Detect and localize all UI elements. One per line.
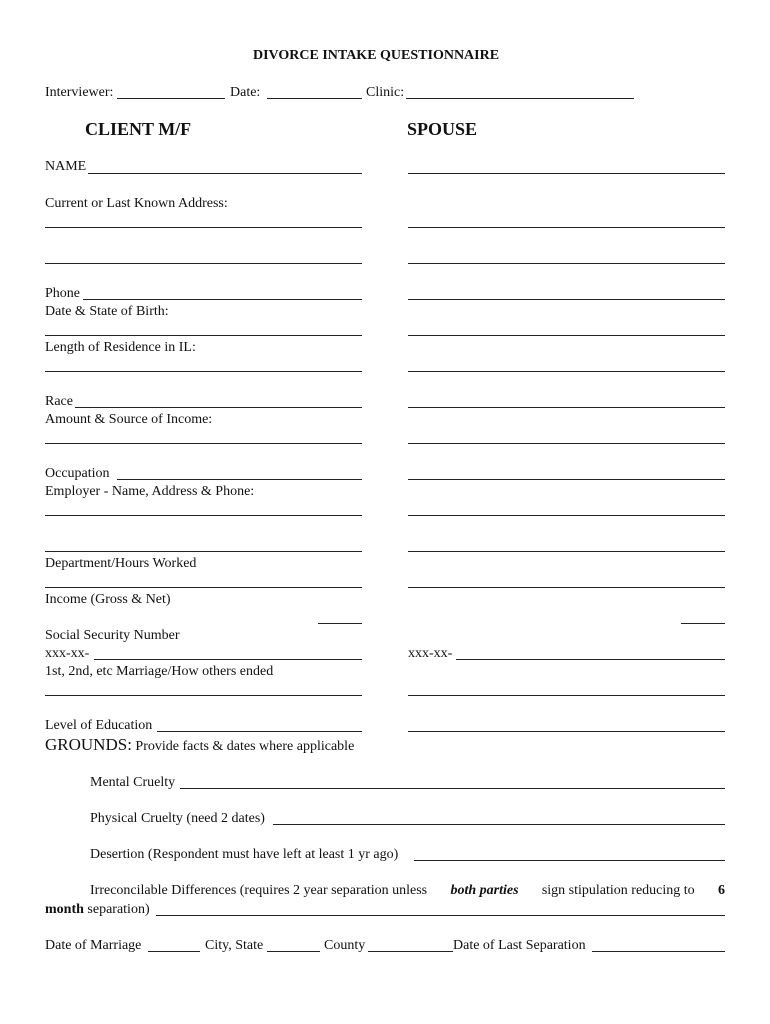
birth-label: Date & State of Birth: [45,304,169,319]
spouse-income-field[interactable] [681,623,725,624]
irreconcilable-text-3: separation) [87,902,150,917]
client-address-line-1[interactable] [45,227,362,228]
client-employer-line-1[interactable] [45,515,362,516]
irreconcilable-emphasis: both parties [450,883,519,898]
marriage-label: 1st, 2nd, etc Marriage/How others ended [45,664,274,679]
county-field[interactable] [368,951,453,952]
spouse-marriage-field[interactable] [408,695,725,696]
irreconcilable-line-2 [45,902,150,918]
spouse-phone-field[interactable] [408,299,725,300]
department-label: Department/Hours Worked [45,556,197,571]
spouse-residence-field[interactable] [408,371,725,372]
spouse-address-line-2[interactable] [408,263,725,264]
client-column-heading: CLIENT M/F [85,119,192,139]
irreconcilable-line-1 [90,883,725,899]
income-label: Income (Gross & Net) [45,592,171,607]
desertion-field[interactable] [414,860,725,861]
occupation-label: Occupation [45,466,110,481]
interviewer-label: Interviewer: [45,85,114,100]
income-source-label: Amount & Source of Income: [45,412,213,427]
phone-label: Phone [45,286,80,301]
spouse-address-line-1[interactable] [408,227,725,228]
irreconcilable-text-2: sign stipulation reducing to [541,883,695,898]
clinic-field[interactable] [406,98,634,99]
desertion-label: Desertion (Respondent must have left at least 1 yr ago) [90,847,399,862]
spouse-income-source-field[interactable] [408,443,725,444]
spouse-ssn-field[interactable] [456,659,725,660]
spouse-employer-line-2[interactable] [408,551,725,552]
client-residence-field[interactable] [45,371,362,372]
date-label: Date: [230,85,261,100]
employer-label: Employer - Name, Address & Phone: [45,484,255,499]
residence-label: Length of Residence in IL: [45,340,196,355]
date-of-separation-field[interactable] [592,951,725,952]
client-marriage-field[interactable] [45,695,362,696]
spouse-name-field[interactable] [408,173,725,174]
client-education-field[interactable] [157,731,362,732]
client-birth-field[interactable] [45,335,362,336]
spouse-birth-field[interactable] [408,335,725,336]
grounds-subheading: Provide facts & dates where applicable [135,739,355,754]
date-of-marriage-field[interactable] [148,951,200,952]
client-occupation-field[interactable] [117,479,362,480]
grounds-heading: GROUNDS [45,735,128,754]
client-phone-field[interactable] [83,299,362,300]
irreconcilable-number: 6 [717,883,725,898]
client-race-field[interactable] [75,407,362,408]
address-label: Current or Last Known Address: [45,196,228,211]
spouse-race-field[interactable] [408,407,725,408]
date-of-marriage-label: Date of Marriage [45,938,142,953]
spouse-occupation-field[interactable] [408,479,725,480]
mental-cruelty-label: Mental Cruelty [90,775,176,790]
city-state-field[interactable] [267,951,320,952]
irreconcilable-month: month [45,902,84,917]
spouse-column-heading: SPOUSE [407,119,478,139]
client-employer-line-2[interactable] [45,551,362,552]
spouse-department-field[interactable] [408,587,725,588]
name-label: NAME [45,159,87,174]
client-name-field[interactable] [88,173,362,174]
client-ssn-field[interactable] [94,659,362,660]
interviewer-field[interactable] [117,98,225,99]
client-address-line-2[interactable] [45,263,362,264]
client-income-source-field[interactable] [45,443,362,444]
spouse-ssn-prefix: xxx-xx- [408,646,453,661]
date-of-separation-label: Date of Last Separation [453,938,586,953]
city-state-label: City, State [205,938,264,953]
education-label: Level of Education [45,718,153,733]
ssn-label: Social Security Number [45,628,180,643]
physical-cruelty-field[interactable] [273,824,725,825]
spouse-education-field[interactable] [408,731,725,732]
clinic-label: Clinic: [366,85,405,100]
spouse-employer-line-1[interactable] [408,515,725,516]
client-income-field[interactable] [318,623,362,624]
irreconcilable-text-1: Irreconcilable Differences (requires 2 year separation unless [90,883,428,898]
date-field[interactable] [267,98,362,99]
client-department-field[interactable] [45,587,362,588]
county-label: County [324,938,366,953]
client-ssn-prefix: xxx-xx- [45,646,90,661]
mental-cruelty-field[interactable] [180,788,725,789]
physical-cruelty-label: Physical Cruelty (need 2 dates) [90,811,265,826]
form-title: DIVORCE INTAKE QUESTIONNAIRE [253,48,500,63]
race-label: Race [45,394,73,409]
irreconcilable-field[interactable] [156,915,725,916]
grounds-heading-row: GROUNDS: Provide facts & dates where applicable [45,735,355,754]
